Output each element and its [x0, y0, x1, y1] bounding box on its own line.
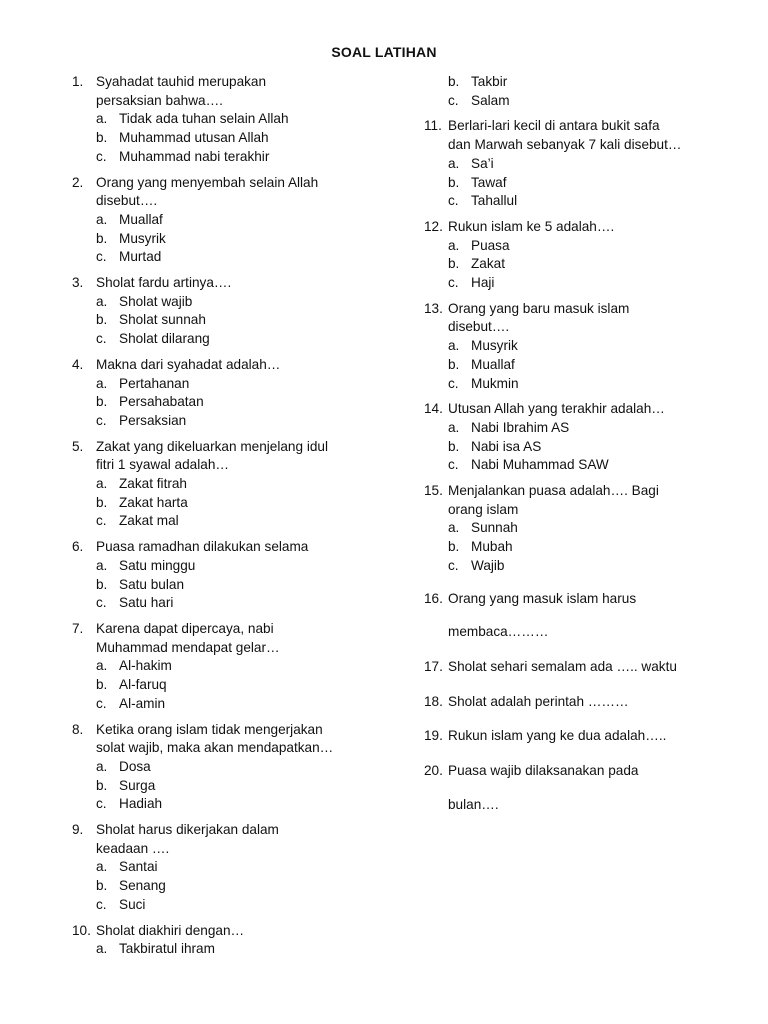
option-text: Muallaf — [119, 211, 163, 227]
answer-option — [96, 148, 402, 167]
question-number: 2. — [72, 174, 84, 190]
answer-option — [448, 155, 734, 174]
question-text: Rukun islam ke 5 adalah…. — [448, 218, 615, 234]
question-first-line — [424, 727, 734, 746]
option-letter: b. — [448, 174, 460, 190]
question-text: Karena dapat dipercaya, nabi — [96, 620, 274, 636]
option-text: Satu minggu — [119, 557, 196, 573]
question-text: Sholat adalah perintah ……… — [448, 693, 629, 709]
option-text: Wajib — [471, 557, 505, 573]
option-text: Sholat wajib — [119, 293, 193, 309]
option-letter: b. — [96, 394, 108, 410]
option-letter: b. — [96, 312, 108, 328]
option-letter: a. — [96, 557, 108, 573]
option-text: Puasa — [471, 237, 510, 253]
option-text: Surga — [119, 777, 156, 793]
options-list — [72, 211, 402, 267]
question-item — [424, 117, 734, 211]
question-first-line — [72, 538, 402, 557]
option-text: Muhammad nabi terakhir — [119, 148, 270, 164]
option-text: Persaksian — [119, 412, 187, 428]
question-number: 11. — [424, 118, 442, 134]
answer-option — [96, 695, 402, 714]
question-first-line — [72, 821, 402, 840]
answer-option — [448, 255, 734, 274]
option-text: Murtad — [119, 249, 162, 265]
option-letter: a. — [96, 293, 108, 309]
answer-option — [96, 230, 402, 249]
options-list — [424, 155, 734, 211]
answer-option — [448, 73, 734, 92]
answer-option — [448, 192, 734, 211]
essay-question — [424, 590, 734, 642]
options-list — [424, 419, 734, 475]
option-text: Al-amin — [119, 695, 166, 711]
option-letter: a. — [96, 758, 108, 774]
question-first-line — [424, 658, 734, 677]
question-item — [72, 922, 402, 959]
essay-question — [424, 762, 734, 814]
question-item — [424, 218, 734, 293]
option-letter: b. — [96, 130, 108, 146]
question-text: Sholat harus dikerjakan dalam — [96, 822, 279, 838]
answer-option — [448, 237, 734, 256]
question-item — [72, 620, 402, 714]
options-list — [424, 519, 734, 575]
question-text: Orang yang baru masuk islam — [448, 300, 630, 316]
option-text: Muallaf — [471, 356, 515, 372]
option-letter: a. — [96, 941, 108, 957]
option-letter: a. — [448, 520, 460, 536]
question-first-line — [424, 762, 734, 781]
answer-option — [96, 311, 402, 330]
options-list — [72, 758, 402, 814]
question-text-continued: solat wajib, maka akan mendapatkan… — [96, 740, 334, 756]
option-text: Haji — [471, 275, 495, 291]
option-letter: c. — [448, 193, 459, 209]
options-list — [72, 657, 402, 713]
question-number: 12. — [424, 218, 443, 234]
question-text: Utusan Allah yang terakhir adalah… — [448, 401, 665, 417]
option-letter: a. — [448, 419, 460, 435]
question-item — [424, 300, 734, 394]
answer-option — [96, 393, 402, 412]
answer-option — [448, 419, 734, 438]
option-text: Satu hari — [119, 595, 174, 611]
question-number: 7. — [72, 620, 84, 636]
answer-option — [96, 858, 402, 877]
question-first-line — [72, 174, 402, 193]
options-list — [72, 110, 402, 166]
question-text: Ketika orang islam tidak mengerjakan — [96, 721, 323, 737]
answer-option — [96, 412, 402, 431]
question-text-continued: fitri 1 syawal adalah… — [96, 457, 229, 473]
question-text: Sholat diakhiri dengan… — [96, 922, 245, 938]
option-text: Mukmin — [471, 375, 519, 391]
continued-options — [424, 73, 734, 110]
answer-option — [96, 512, 402, 531]
option-text: Al-faruq — [119, 677, 167, 693]
option-text: Dosa — [119, 758, 151, 774]
option-text: Tahallul — [471, 193, 518, 209]
question-text-continued: orang islam — [448, 501, 519, 517]
answer-option — [96, 557, 402, 576]
option-letter: b. — [96, 878, 108, 894]
question-first-line — [424, 400, 734, 419]
answer-option — [96, 777, 402, 796]
options-list — [424, 337, 734, 393]
answer-option — [448, 356, 734, 375]
option-letter: c. — [448, 557, 459, 573]
option-letter: a. — [448, 237, 460, 253]
question-number: 9. — [72, 822, 84, 838]
question-number: 19. — [424, 728, 443, 744]
option-letter: c. — [96, 695, 107, 711]
option-text: Pertahanan — [119, 375, 190, 391]
question-text: Sholat sehari semalam ada ….. waktu — [448, 658, 677, 674]
question-number: 10. — [72, 922, 91, 938]
question-first-line — [72, 274, 402, 293]
option-text: Sholat dilarang — [119, 331, 210, 347]
options-list — [72, 940, 402, 959]
option-letter: c. — [448, 375, 459, 391]
option-text: Al-hakim — [119, 658, 172, 674]
answer-option — [448, 337, 734, 356]
question-first-line — [72, 356, 402, 375]
option-text: Zakat fitrah — [119, 476, 187, 492]
option-text: Mubah — [471, 539, 513, 555]
question-first-line — [424, 218, 734, 237]
question-text: Makna dari syahadat adalah… — [96, 356, 281, 372]
question-text-continued: persaksian bahwa…. — [96, 92, 223, 108]
question-first-line — [72, 922, 402, 941]
answer-option — [448, 538, 734, 557]
question-number: 18. — [424, 693, 443, 709]
answer-option — [96, 110, 402, 129]
option-text: Santai — [119, 859, 158, 875]
question-number: 4. — [72, 356, 84, 372]
option-text: Satu bulan — [119, 576, 185, 592]
option-text: Muhammad utusan Allah — [119, 130, 269, 146]
options-list — [72, 293, 402, 349]
answer-option — [448, 519, 734, 538]
option-text: Takbiratul ihram — [119, 941, 215, 957]
option-letter: a. — [96, 859, 108, 875]
answer-option — [96, 330, 402, 349]
question-item — [72, 274, 402, 349]
question-number: 15. — [424, 483, 443, 499]
question-number: 13. — [424, 300, 443, 316]
option-letter: b. — [448, 74, 460, 89]
question-first-line — [424, 300, 734, 319]
option-letter: a. — [96, 375, 108, 391]
option-letter: b. — [448, 539, 460, 555]
option-letter: b. — [448, 256, 460, 272]
question-number: 6. — [72, 539, 84, 555]
option-letter: c. — [96, 896, 107, 912]
question-text-continued: disebut…. — [448, 319, 510, 335]
question-text: Menjalankan puasa adalah…. Bagi — [448, 483, 659, 499]
answer-option — [96, 293, 402, 312]
option-text: Tawaf — [471, 174, 507, 190]
question-number: 1. — [72, 74, 84, 89]
question-text: Syahadat tauhid merupakan — [96, 74, 267, 89]
question-number: 14. — [424, 401, 443, 417]
question-number: 8. — [72, 721, 84, 737]
page-title: SOAL LATIHAN — [331, 44, 437, 60]
question-first-line — [424, 482, 734, 501]
option-letter: b. — [96, 677, 108, 693]
option-letter: a. — [448, 155, 460, 171]
answer-option — [448, 92, 734, 111]
answer-option — [96, 129, 402, 148]
option-text: Nabi isa AS — [471, 438, 542, 454]
option-text: Persahabatan — [119, 394, 204, 410]
option-letter: b. — [448, 356, 460, 372]
question-number: 5. — [72, 438, 84, 454]
option-letter: b. — [96, 230, 108, 246]
question-text-continued: bulan…. — [448, 796, 499, 812]
answer-option — [448, 174, 734, 193]
option-text: Musyrik — [471, 338, 518, 354]
option-text: Senang — [119, 878, 166, 894]
options-list — [72, 375, 402, 431]
answer-option — [96, 896, 402, 915]
question-number: 3. — [72, 275, 84, 291]
answer-option — [448, 456, 734, 475]
question-text: Puasa ramadhan dilakukan selama — [96, 539, 309, 555]
question-first-line — [72, 438, 402, 457]
option-text: Zakat — [471, 256, 505, 272]
question-first-line — [424, 590, 734, 609]
option-letter: c. — [448, 275, 459, 291]
option-letter: c. — [96, 249, 107, 265]
option-letter: a. — [448, 338, 460, 354]
question-text: Rukun islam yang ke dua adalah….. — [448, 728, 667, 744]
essay-question — [424, 727, 734, 746]
question-text: Orang yang masuk islam harus — [448, 590, 637, 606]
question-text-continued: Muhammad mendapat gelar… — [96, 639, 280, 655]
options-list — [72, 557, 402, 613]
option-letter: b. — [96, 777, 108, 793]
left-column — [72, 73, 402, 966]
option-letter: b. — [96, 576, 108, 592]
question-first-line — [424, 693, 734, 712]
answer-option — [96, 494, 402, 513]
answer-option — [96, 676, 402, 695]
option-letter: c. — [448, 92, 459, 108]
option-text: Sa’i — [471, 155, 494, 171]
question-first-line — [72, 73, 402, 92]
answer-option — [448, 375, 734, 394]
question-item — [424, 400, 734, 475]
option-text: Nabi Ibrahim AS — [471, 419, 570, 435]
option-text: Musyrik — [119, 230, 166, 246]
question-item — [72, 73, 402, 167]
option-letter: c. — [448, 457, 459, 473]
question-text-continued: membaca……… — [448, 624, 549, 640]
option-text: Takbir — [471, 74, 508, 89]
option-letter: a. — [96, 111, 108, 127]
question-item — [72, 821, 402, 915]
answer-option — [96, 475, 402, 494]
option-text: Sunnah — [471, 520, 518, 536]
answer-option — [96, 594, 402, 613]
question-item — [72, 174, 402, 268]
question-item — [72, 438, 402, 532]
essay-question — [424, 693, 734, 712]
option-letter: c. — [96, 513, 107, 529]
option-letter: c. — [96, 595, 107, 611]
option-text: Salam — [471, 92, 510, 108]
question-number: 16. — [424, 590, 443, 606]
option-letter: b. — [448, 438, 460, 454]
essay-question — [424, 658, 734, 677]
question-number: 20. — [424, 763, 443, 779]
question-text-continued: dan Marwah sebanyak 7 kali disebut… — [448, 137, 682, 153]
question-item — [424, 482, 734, 576]
option-text: Tidak ada tuhan selain Allah — [119, 111, 289, 127]
options-list — [424, 237, 734, 293]
question-number: 17. — [424, 658, 443, 674]
question-first-line — [72, 620, 402, 639]
answer-option — [96, 657, 402, 676]
question-item — [72, 538, 402, 613]
question-text-continued: disebut…. — [96, 193, 158, 209]
option-text: Sholat sunnah — [119, 312, 206, 328]
answer-option — [96, 211, 402, 230]
question-text: Zakat yang dikeluarkan menjelang idul — [96, 438, 328, 454]
answer-option — [96, 940, 402, 959]
question-text-continued: keadaan …. — [96, 840, 170, 856]
option-letter: c. — [96, 148, 107, 164]
option-letter: b. — [96, 494, 108, 510]
answer-option — [448, 557, 734, 576]
option-letter: c. — [96, 331, 107, 347]
question-text: Orang yang menyembah selain Allah — [96, 174, 319, 190]
options-list — [72, 475, 402, 531]
question-text: Puasa wajib dilaksanakan pada — [448, 763, 639, 779]
option-letter: a. — [96, 211, 108, 227]
answer-option — [448, 274, 734, 293]
answer-option — [96, 576, 402, 595]
option-text: Zakat mal — [119, 513, 179, 529]
question-text: Sholat fardu artinya…. — [96, 275, 232, 291]
option-text: Suci — [119, 896, 146, 912]
option-letter: c. — [96, 412, 107, 428]
option-letter: a. — [96, 476, 108, 492]
answer-option — [448, 438, 734, 457]
question-first-line — [72, 721, 402, 740]
question-item — [72, 721, 402, 815]
option-text: Zakat harta — [119, 494, 188, 510]
question-first-line — [424, 117, 734, 136]
answer-option — [96, 248, 402, 267]
question-item — [72, 356, 402, 431]
answer-option — [96, 758, 402, 777]
answer-option — [96, 375, 402, 394]
answer-option — [96, 877, 402, 896]
option-text: Nabi Muhammad SAW — [471, 457, 609, 473]
options-list — [72, 858, 402, 914]
question-text: Berlari-lari kecil di antara bukit safa — [448, 118, 660, 134]
right-column — [424, 73, 734, 831]
option-text: Hadiah — [119, 796, 163, 812]
option-letter: a. — [96, 658, 108, 674]
answer-option — [96, 795, 402, 814]
option-letter: c. — [96, 796, 107, 812]
